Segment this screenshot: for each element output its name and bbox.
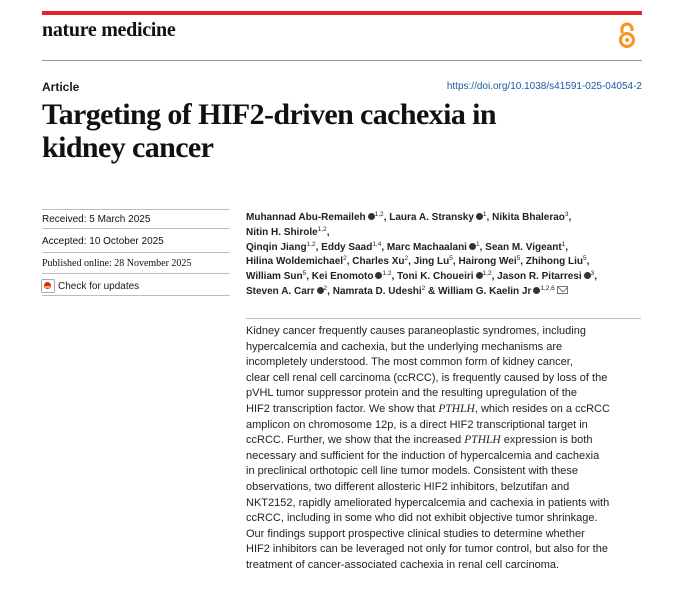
author-name[interactable] [526,256,587,267]
check-for-updates-button[interactable] [41,279,139,293]
author-name-text: Steven A. Carr [246,285,315,297]
abstract-line: treatment of cancer-associated cachexia in renal cell carcinoma. [246,558,560,571]
author-name[interactable] [492,212,568,223]
author-name[interactable] [333,286,426,297]
abstract-line: clear cell renal cell carcinoma (ccRCC), is frequently caused by loss of the [246,371,608,384]
affiliation-marker: 2 [404,255,409,263]
affiliation-marker: 2 [421,284,426,292]
affiliation-marker: 5 [516,255,521,263]
gene-name: PTHLH [464,434,501,447]
orcid-icon[interactable] [476,213,483,220]
affiliation-marker: 5 [449,255,453,263]
meta-divider [42,209,230,210]
orcid-icon[interactable] [368,213,375,220]
author-name-text: Muhannad Abu-Remaileh [246,212,366,223]
author-name-text: William G. Kaelin Jr [438,285,532,297]
author-name[interactable] [246,256,347,267]
abstract-line [246,402,646,418]
orcid-icon[interactable] [584,272,591,279]
author-name-text: Toni K. Choueiri [397,271,474,283]
affiliation-marker: 1,2 [382,270,392,278]
abstract-line: pVHL tumor suppressor protein and the resulting upregulation of the [246,387,578,400]
author-name[interactable] [352,256,408,267]
author-name-text: Namrata D. Udeshi [332,285,422,297]
abstract-text: expression is both [503,434,593,447]
author-name[interactable] [497,271,594,282]
author-name-text: Qinqin Jiang [246,241,307,253]
author-name-text: Sean M. Vigeant [485,241,562,253]
abstract-line [246,433,646,449]
abstract-line: observations, two different allosteric HIF2 inhibitors, belzutifan and [246,480,570,493]
affiliation-marker: 1 [561,240,566,248]
gene-name: PTHLH [438,402,475,415]
abstract-line: NKT2152, rapidly ameliorated hypercalcemia and cachexia in patients with [246,496,610,509]
author-name-text: Jason R. Pitarresi [497,271,582,283]
author-name[interactable] [246,242,316,253]
meta-divider [42,273,230,274]
title-line-1: Targeting of HIF2-driven cachexia in [42,98,496,131]
abstract-line: Kidney cancer frequently causes paraneoplastic syndromes, including [246,325,586,337]
abstract-text: HIF2 transcription factor. We show that [246,402,436,415]
affiliation-marker: 1,2,6 [540,284,555,292]
affiliation-marker: 5 [582,255,587,263]
published-date: Published online: 28 November 2025 [42,258,192,269]
abstract [246,324,646,574]
author-name[interactable] [321,242,381,253]
orcid-icon[interactable] [476,272,483,279]
email-icon[interactable] [557,286,568,294]
abstract-line: hypercalcemia and cachexia, but the underlying mechanisms are [246,340,563,353]
affiliation-marker: 2 [323,284,328,292]
abstract-line: incompletely understood. The most common form of kidney cancer, [246,356,573,369]
title-line-2: kidney cancer [42,131,214,164]
author-name-text: Laura A. Stransky [389,212,474,223]
journal-name[interactable]: nature medicine [42,19,176,41]
abstract-divider [246,318,641,319]
doi-link[interactable]: https://doi.org/10.1038/s41591-025-04054-2 [446,81,642,92]
author-name[interactable] [389,212,486,223]
abstract-line: amplicon on chromosome 12p, is a direct HIF2 transcriptional target in [246,418,588,431]
abstract-text: , which resides on a ccRCC [474,402,610,415]
affiliation-marker: 3 [564,211,569,218]
orcid-icon[interactable] [317,287,324,294]
abstract-line: Our findings support prospective clinical studies to determine whether [246,527,585,540]
affiliation-marker: 2 [343,255,347,263]
author-name-text: Kei Enomoto [311,271,374,283]
author-name[interactable] [458,256,520,267]
abstract-line: necessary and sufficient for the induction of hypercalcemia and cachexia [246,449,600,462]
crossmark-icon [41,279,55,293]
affiliation-marker: 1,4 [372,240,382,248]
author-name[interactable] [246,227,327,238]
affiliation-marker: 1,2 [306,240,316,248]
author-name-text: Zhihong Liu [525,256,583,268]
author-name-text: Hilina Woldemichael [246,256,344,268]
affiliation-marker: 1,2 [374,211,384,218]
received-date: Received: 5 March 2025 [42,214,151,225]
author-list: Muhannad Abu-Remaileh $^{1,2}$, Laura A. Stransky $^1$, Nikita Bhalerao$^3$, Nitin H. Shirole$^{1,2}$, Qinqin Jiang$^{1,2}$, Eddy Saad$^{1,4}$, Marc Machaalani $^1$, Sean M. Vigeant$^1$, Hilina Woldemichael$^2$, Charles Xu$^2$, Jing Lu$^5$, Hairong Wei$^5$, Zhihong Liu$^5$, William Sun$^5$, Kei Enomoto $^{1,2}$, Toni K. Choueiri $^{1,2}$, Jason R. Pitarresi $^3$, Steven A. Carr $^2$, Namrata D. Udeshi$^2$ & William G. Kaelin Jr $^{1,2,6}$ [246,211,598,297]
meta-divider [42,295,230,296]
article-type: Article [42,80,80,94]
affiliation-marker: 1,2 [482,270,492,278]
author-name[interactable] [246,212,384,223]
article-title [42,98,602,164]
abstract-line: HIF2 inhibitors can be leveraged not only for tumor control, but also for the [246,543,608,556]
author-name-text: Nikita Bhalerao [492,212,565,223]
author-name[interactable] [246,271,306,282]
open-access-icon [617,21,637,49]
author-name[interactable] [414,256,453,267]
author-name[interactable] [438,286,568,297]
abstract-text: ccRCC. Further, we show that the increased [246,434,462,447]
check-updates-label: Check for updates [58,280,140,292]
author-name-text: Eddy Saad [321,241,373,253]
author-name[interactable] [387,242,480,253]
meta-divider [42,228,230,229]
journal-accent-bar [42,11,642,15]
author-name-text: Jing Lu [413,256,450,268]
author-name[interactable] [397,271,492,282]
author-name-text: Marc Machaalani [386,241,467,253]
author-name-text: Nitin H. Shirole [246,226,318,238]
author-name[interactable] [485,242,565,253]
author-name-text: William Sun [246,271,303,283]
abstract-line: ccRCC, including in some who did not exhibit objective tumor shrinkage. [246,512,598,525]
affiliation-marker: 5 [302,270,307,278]
orcid-icon[interactable] [469,243,476,250]
affiliation-marker: 3 [590,270,595,278]
affiliation-marker: 1,2 [317,225,327,233]
meta-divider [42,252,230,253]
author-name[interactable] [312,271,392,282]
abstract-line: in preclinical orthotopic cell line tumor models. Consistent with these [246,465,578,478]
header-divider [42,60,642,61]
author-name-text: Charles Xu [352,256,405,268]
accepted-date: Accepted: 10 October 2025 [42,236,164,247]
affiliation-marker: 1 [482,211,487,218]
author-name-text: Hairong Wei [458,256,517,268]
affiliation-marker: 1 [475,240,480,248]
author-name[interactable] [246,286,327,297]
